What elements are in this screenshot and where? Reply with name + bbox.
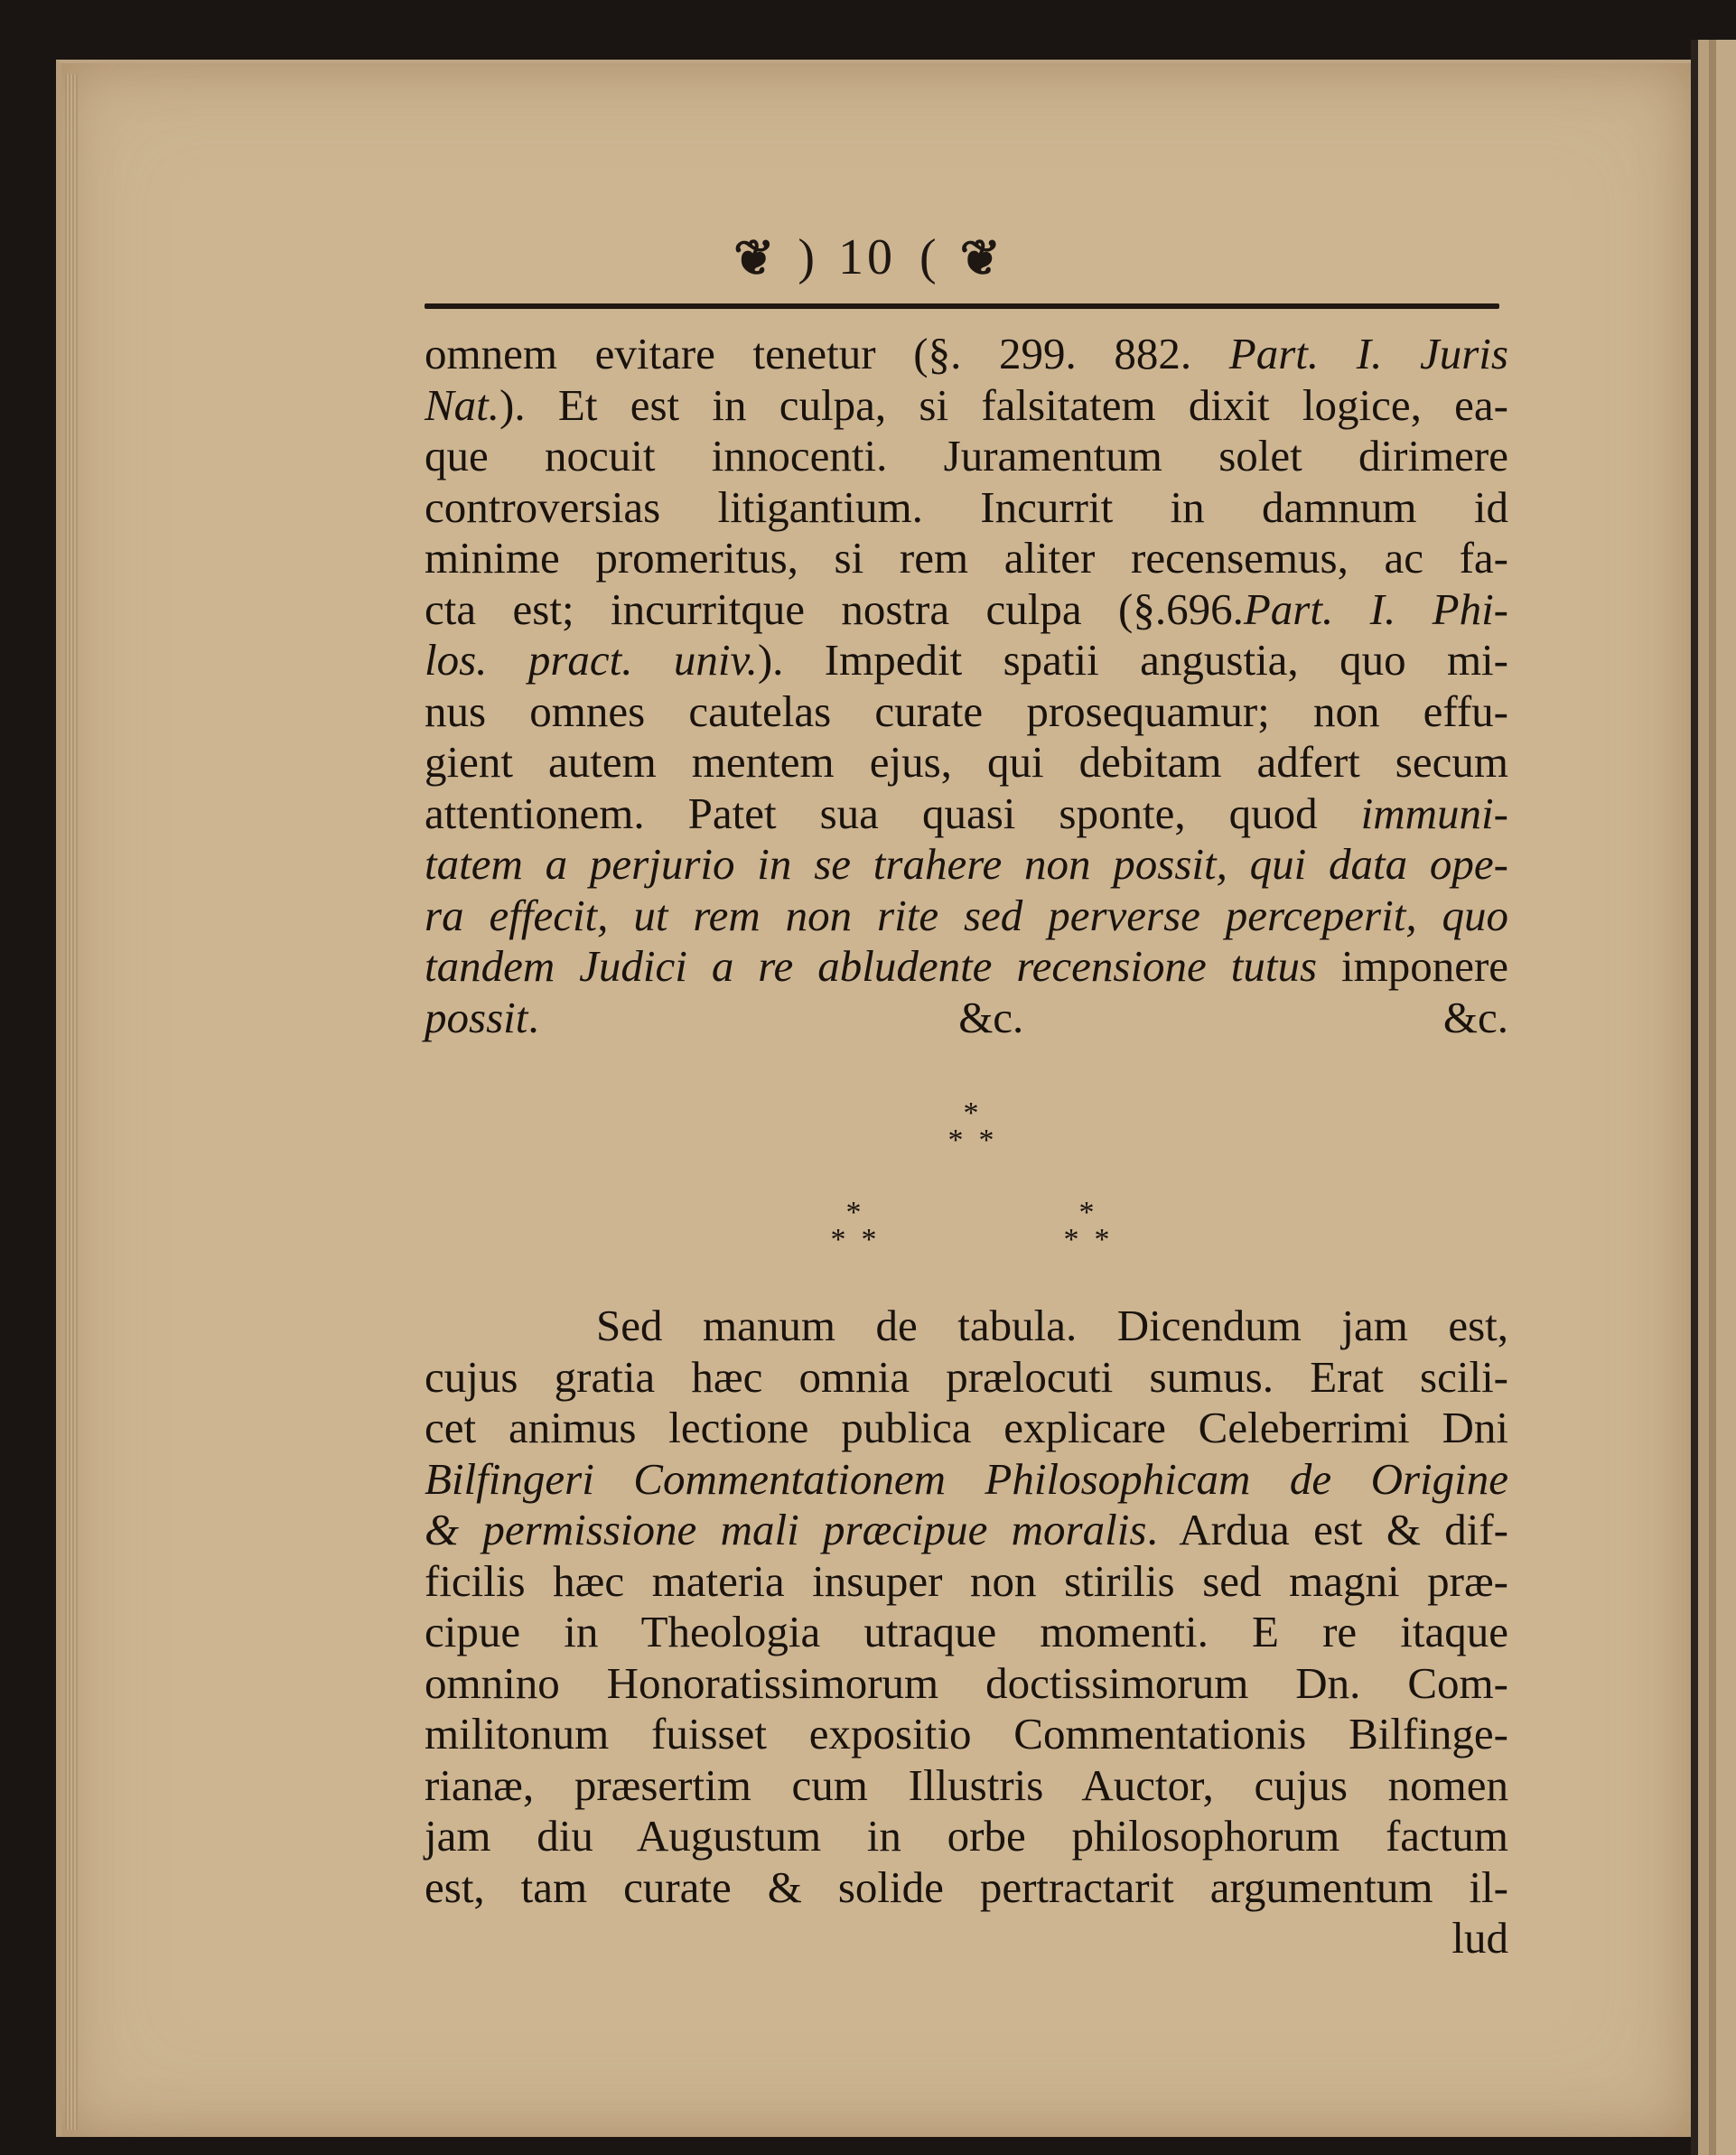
text-line <box>425 1301 1508 1352</box>
text-run: rianæ, præsertim cum Illustris Auctor, cujus nomen <box>425 1759 1508 1810</box>
text-line <box>425 482 1508 534</box>
asterism-top <box>930 1096 1012 1157</box>
text-line <box>425 686 1508 738</box>
italic-text: los. pract. univ. <box>425 635 758 685</box>
text-run: ficilis hæc materia insuper non stirilis sed magni præ- <box>425 1555 1508 1606</box>
text-run: imponere <box>1317 941 1509 991</box>
text-line <box>425 329 1508 380</box>
text-run: Sed manum de tabula. Dicendum jam est, <box>596 1301 1508 1350</box>
asterism-star: * <box>1063 1223 1079 1256</box>
text-line <box>425 788 1508 840</box>
text-line <box>425 1556 1508 1608</box>
right-bracket: ( <box>919 229 937 285</box>
text-line <box>425 891 1508 942</box>
text-run: militonum fuisset expositio Commentationis Bilfinge- <box>425 1709 1508 1759</box>
text-run: cet animus lectione publica explicare Celeberrimi Dni <box>425 1403 1508 1452</box>
text-run: nus omnes cautelas curate prosequamur; non effu- <box>425 686 1508 736</box>
italic-text: possit <box>425 992 528 1042</box>
asterism-left <box>813 1196 894 1256</box>
right-ornament-icon: ❦ <box>959 230 1001 285</box>
italic-text: tatem a perjurio in se trahere non possit, qui data ope- <box>425 839 1508 889</box>
text-line <box>425 1352 1508 1404</box>
text-line <box>425 1505 1508 1556</box>
text-line <box>425 1811 1508 1862</box>
paragraph-2 <box>425 1301 1508 1913</box>
text-run: . Ardua est & dif- <box>1146 1505 1508 1554</box>
asterism-star: * <box>830 1223 846 1256</box>
text-run: omnino Honoratissimorum doctissimorum Dn. Com- <box>425 1657 1508 1708</box>
text-line <box>425 993 1508 1044</box>
text-run: ). Et est in culpa, si falsitatem dixit logice, ea- <box>499 379 1508 430</box>
italic-text: tandem Judici a re abludente recensione tutus <box>425 941 1318 991</box>
italic-text: Bilfingeri Commentationem Philosophicam de Origine <box>425 1453 1508 1504</box>
running-header <box>415 226 1319 289</box>
italic-text: Nat. <box>425 379 500 430</box>
text-line <box>425 941 1508 993</box>
text-line <box>425 584 1508 636</box>
text-run: que nocuit innocenti. Juramentum solet dirimere <box>425 431 1508 480</box>
text-run: . &c. &c. <box>527 992 1508 1042</box>
text-line <box>425 1709 1508 1760</box>
text-line <box>425 737 1508 788</box>
text-line <box>425 1760 1508 1812</box>
text-run: cipue in Theologia utraque momenti. E re itaque <box>425 1607 1508 1656</box>
text-line <box>425 1658 1508 1710</box>
asterism-star: * <box>861 1223 877 1256</box>
left-ornament-icon: ❦ <box>733 230 775 285</box>
text-run: est, tam curate & solide pertractarit argumentum il- <box>425 1861 1508 1912</box>
catchword: lud <box>1451 1913 1508 1963</box>
text-line <box>425 1862 1508 1914</box>
text-line <box>425 431 1508 482</box>
page-number: 10 <box>838 229 896 285</box>
text-line <box>425 1454 1508 1506</box>
asterism-star: * <box>947 1124 964 1157</box>
italic-text: ra effecit, ut rem non rite sed perverse perceperit, quo <box>425 890 1508 940</box>
italic-text: immuni- <box>1360 788 1508 838</box>
text-line <box>425 839 1508 891</box>
header-rule <box>425 303 1499 309</box>
text-run: gient autem mentem ejus, qui debitam adfert secum <box>425 737 1508 787</box>
text-run: attentionem. Patet sua quasi sponte, quod <box>425 788 1361 838</box>
italic-text: Part. I. Juris <box>1228 329 1508 378</box>
page-stack-edge <box>65 74 78 2130</box>
text-line <box>425 1607 1508 1658</box>
left-bracket: ) <box>798 229 815 285</box>
text-line <box>425 635 1508 686</box>
text-run: ). Impedit spatii angustia, quo mi- <box>757 635 1508 685</box>
catchword-line <box>425 1913 1508 1964</box>
text-run: jam diu Augustum in orbe philosophorum factum <box>425 1811 1508 1861</box>
asterism-right <box>1046 1196 1127 1256</box>
text-line <box>425 380 1508 432</box>
adjacent-page-edge <box>1691 40 1736 2155</box>
asterism-star: * <box>1094 1223 1110 1256</box>
text-run: cta est; incurritque nostra culpa (§.696. <box>425 583 1244 634</box>
text-run: cujus gratia hæc omnia prælocuti sumus. Erat scili- <box>425 1351 1508 1402</box>
text-run: controversias litigantium. Incurrit in damnum id <box>425 481 1508 532</box>
paragraph-1 <box>425 329 1508 1043</box>
asterism-star: * <box>963 1096 979 1130</box>
asterism-star: * <box>845 1196 862 1229</box>
text-run: minime promeritus, si rem aliter recensemus, ac fa- <box>425 533 1508 583</box>
asterism-star: * <box>978 1124 994 1157</box>
text-line <box>425 533 1508 584</box>
text-line <box>425 1403 1508 1454</box>
italic-text: & permissione mali præcipue moralis <box>425 1505 1147 1554</box>
asterism-star: * <box>1078 1196 1095 1229</box>
text-run: omnem evitare tenetur (§. 299. 882. <box>425 329 1229 378</box>
italic-text: Part. I. Phi- <box>1243 583 1508 634</box>
